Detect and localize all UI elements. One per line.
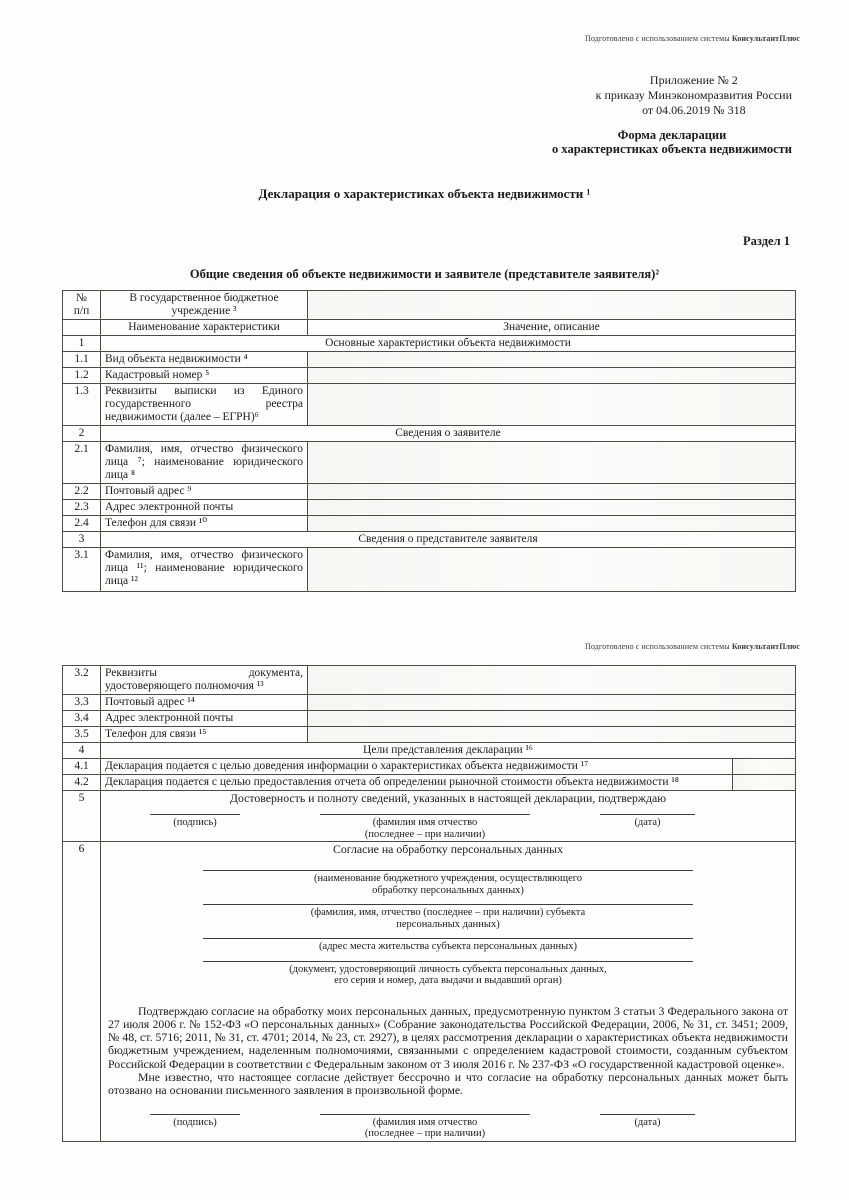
row-1.3 [63,384,796,426]
fullname-field [320,814,530,840]
confirmation-text: Достоверность и полноту сведений, указанных в настоящей декларации, подтверждаю [229,791,667,805]
row-number: 5 [63,791,101,842]
row-5 [63,791,796,842]
row-1.1 [63,352,796,368]
row-2 [63,426,796,442]
row-value [308,711,796,727]
row-value [308,442,796,484]
confirmation-block [101,791,796,842]
purpose-mark-cell [733,759,796,775]
general-info-table [62,290,796,592]
section-header: Цели представления декларации ¹⁶ [101,743,796,759]
row-value [308,727,796,743]
signature-line [320,1114,530,1115]
value-column-header: Значение, описание [308,320,796,336]
row-2.1 [63,442,796,484]
document-subtitle: Общие сведения об объекте недвижимости и заявителе (представителе заявителя)² [189,267,660,281]
signature-line [600,1114,695,1115]
signature-field [150,814,240,840]
row-value [308,484,796,500]
appendix-line: Приложение № 2 [649,73,738,87]
row-number: 3 [63,532,101,548]
row-number: 4.1 [63,759,101,775]
date-field [600,814,695,840]
row-2.3 [63,500,796,516]
name-column-header: Наименование характеристики [101,320,308,336]
appendix-block [596,73,792,118]
field-caption: (адрес места жительства субъекта персональных данных) [319,941,577,952]
row-label: Реквизиты документа, удостоверяющего полномочия ¹³ [101,666,308,695]
row-number: 2 [63,426,101,442]
section-header: Сведения о представителе заявителя [101,532,796,548]
consent-paragraph: Мне известно, что настоящее согласие действует бессрочно и что согласие на обработку персональных данных может быть отозвано на основании письменного заявления в произвольной форме. [108,1069,788,1098]
form-name-line: Форма декларации [617,128,727,142]
row-number: 6 [63,842,101,1142]
credit-text: Подготовлено с использованием системы [585,34,732,43]
section-header: Сведения о заявителе [101,426,796,442]
appendix-line: к приказу Минэкономразвития России [595,88,792,102]
signature-row [105,814,791,840]
appendix-line: от 04.06.2019 № 318 [642,103,746,117]
signature-row [105,1114,791,1140]
section-header: Основные характеристики объекта недвижимости [101,336,796,352]
row-number: 3.3 [63,695,101,711]
institution-header-cell: В государственное бюджетное учреждение ³ [101,291,308,320]
row-number: 2.2 [63,484,101,500]
row-label: Почтовый адрес ¹⁴ [101,695,308,711]
field-caption: персональных данных) [396,918,500,930]
row-value [308,384,796,426]
credit-brand: КонсультантПлюс [731,34,800,43]
form-name-block [552,128,792,156]
row-value [308,500,796,516]
row-number: 2.4 [63,516,101,532]
fullname-caption: (фамилия имя отчество [372,1116,478,1128]
section-label: Раздел 1 [743,234,790,248]
row-label: Кадастровый номер ⁵ [101,368,308,384]
row-6 [63,842,796,1142]
purpose-mark-cell [733,775,796,791]
credit-text: Подготовлено с использованием системы [585,642,732,651]
row-number: 1 [63,336,101,352]
fill-in-line [203,961,693,962]
row-4.1 [63,759,796,775]
row-label: Вид объекта недвижимости ⁴ [101,352,308,368]
row-value [308,368,796,384]
purpose-text: Декларация подается с целью предоставления отчета об определении рыночной стоимости объекта недвижимости ¹⁸ [101,775,733,791]
signature-caption: (подпись) [173,1116,217,1128]
consent-heading: Согласие на обработку персональных данных [333,842,563,856]
row-number: 4.2 [63,775,101,791]
row-label: Реквизиты выписки из Единого государственного реестра недвижимости (далее – ЕГРН)⁶ [101,384,308,426]
fullname-caption: (фамилия имя отчество [372,817,478,828]
continuation-table [62,665,796,1142]
row-number: 1.3 [63,384,101,426]
table-header-row [63,291,796,320]
row-1 [63,336,796,352]
table-subheader-row [63,320,796,336]
row-3.3 [63,695,796,711]
signature-field [150,1114,240,1140]
row-4 [63,743,796,759]
fill-in-line [203,938,693,939]
consent-field-address [203,938,693,953]
row-3.1 [63,548,796,592]
institution-value-cell [308,291,796,320]
row-label: Телефон для связи ¹⁰ [101,516,308,532]
field-caption: (документ, удостоверяющий личность субъекта персональных данных, [289,963,607,975]
row-3.4 [63,711,796,727]
credit-brand: КонсультантПлюс [731,642,800,651]
row-value [308,666,796,695]
signature-line [600,814,695,815]
field-caption: обработку персональных данных) [372,884,524,896]
consent-field-identity-document [203,961,693,987]
consultantplus-credit [0,642,849,651]
row-label: Адрес электронной почты [101,711,308,727]
row-4.2 [63,775,796,791]
row-value [308,695,796,711]
row-number: 3.5 [63,727,101,743]
row-number: 2.1 [63,442,101,484]
fullname-caption: (последнее – при наличии) [364,1128,486,1140]
row-label: Фамилия, имя, отчество физического лица ⁷; наименование юридического лица ⁸ [101,442,308,484]
row-label: Телефон для связи ¹⁵ [101,727,308,743]
date-caption: (дата) [634,1116,661,1128]
row-3.2 [63,666,796,695]
row-value [308,516,796,532]
row-number: 1.1 [63,352,101,368]
fullname-field [320,1114,530,1140]
num-header-cell [63,291,101,320]
row-number: 4 [63,743,101,759]
consent-field-institution [203,870,693,896]
empty-cell [63,320,101,336]
purpose-text: Декларация подается с целью доведения информации о характеристиках объекта недвижимости ¹⁷ [101,759,733,775]
field-caption: (наименование бюджетного учреждения, осуществляющего [313,873,583,884]
num-header-line: п/п [73,305,90,317]
num-header-line: № [76,292,87,304]
fullname-caption: (последнее – при наличии) [364,828,486,840]
consent-block [101,842,796,1142]
row-label: Почтовый адрес ⁹ [101,484,308,500]
signature-line [150,814,240,815]
date-caption: (дата) [634,817,661,828]
row-2.4 [63,516,796,532]
row-number: 1.2 [63,368,101,384]
row-number: 2.3 [63,500,101,516]
signature-line [320,814,530,815]
document-title: Декларация о характеристиках объекта недвижимости ¹ [258,186,591,201]
row-3.5 [63,727,796,743]
signature-line [150,1114,240,1115]
row-2.2 [63,484,796,500]
field-caption: (фамилия, имя, отчество (последнее – при наличии) субъекта [310,907,586,918]
row-value [308,352,796,368]
row-1.2 [63,368,796,384]
consultantplus-credit [0,0,849,43]
row-label: Фамилия, имя, отчество физического лица ¹¹; наименование юридического лица ¹² [101,548,308,592]
row-number: 3.4 [63,711,101,727]
fill-in-line [203,904,693,905]
row-number: 3.2 [63,666,101,695]
field-caption: его серия и номер, дата выдачи и выдавший орган) [334,975,562,986]
consent-field-fullname [203,904,693,930]
row-number: 3.1 [63,548,101,592]
fill-in-line [203,870,693,871]
row-3 [63,532,796,548]
row-label: Адрес электронной почты [101,500,308,516]
form-name-line: о характеристиках объекта недвижимости [552,142,792,156]
consent-paragraph: Подтверждаю согласие на обработку моих персональных данных, предусмотренную пунктом 3 статьи 3 Федерального закона от 27 июля 2006 г. № 152-ФЗ «О персональных данных» (Собрание законодательства Российской Федерации, 2006, № 31, ст. 3451; 2009, № 48, ст. 5716; 2011, № 31, ст. 4701; 2014, № 23, ст. 2927), в целях рассмотрения декларации о характеристиках объекта недвижимости бюджетным учреждением, наделенным полномочиями, связанными с определением кадастровой стоимости, созданным субъектом Российской Федерации в соответствии с Федеральным законом от 3 июля 2016 г. № 237-ФЗ «О государственной кадастровой оценке». [108,1003,788,1071]
signature-caption: (подпись) [173,817,217,828]
date-field [600,1114,695,1140]
row-value [308,548,796,592]
